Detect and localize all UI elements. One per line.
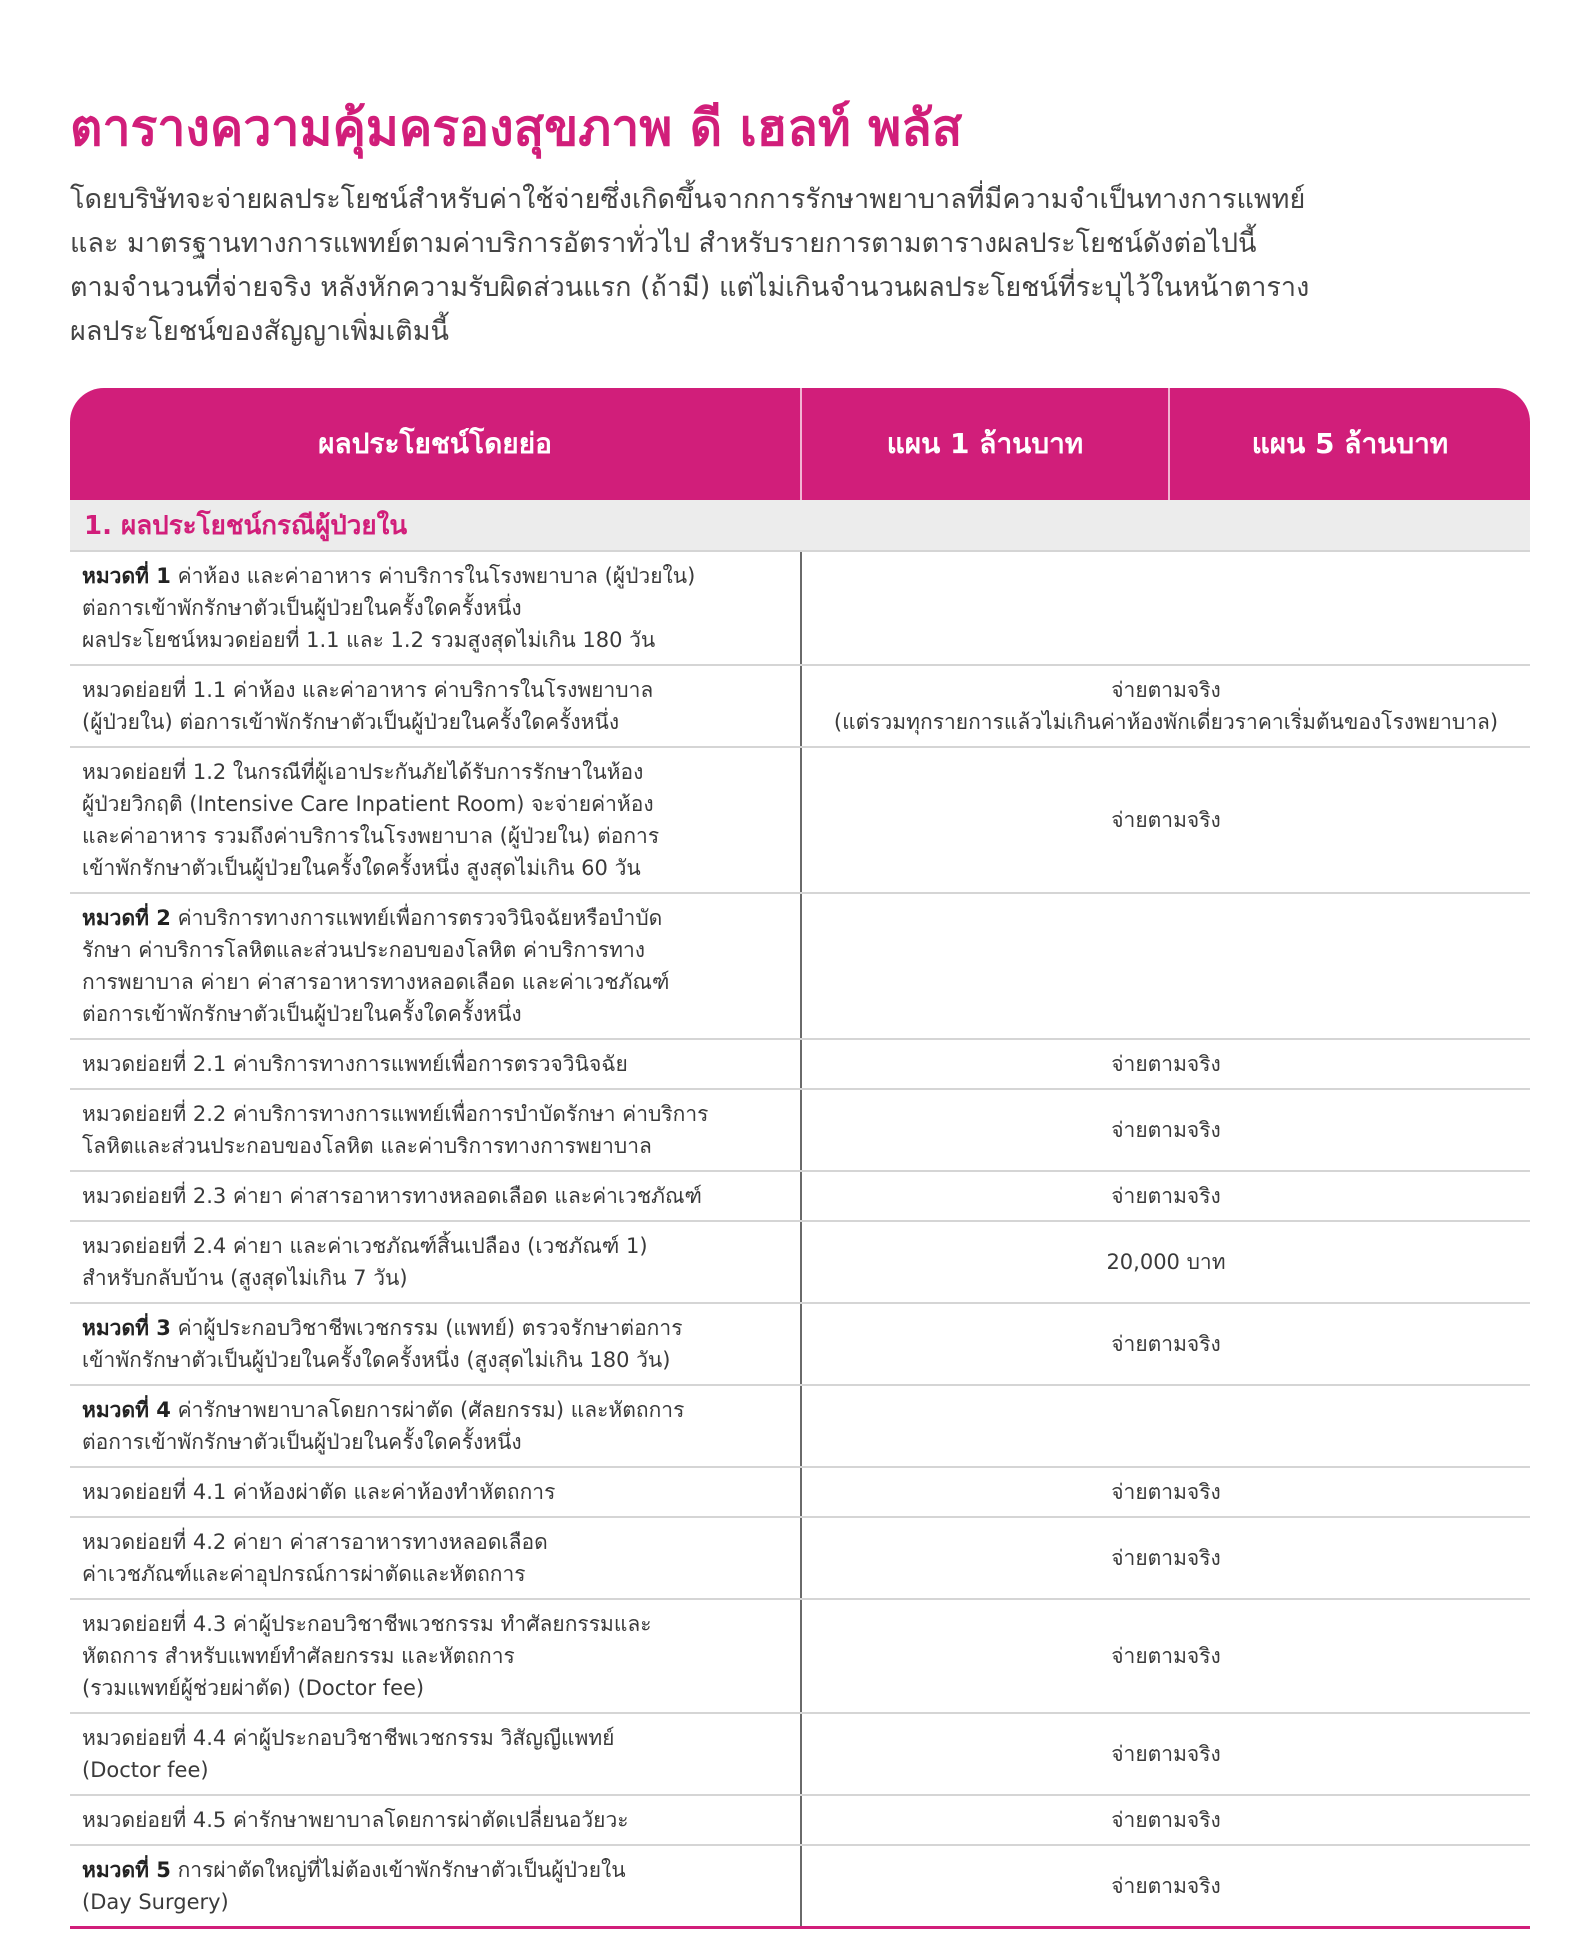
table-row	[70, 747, 1530, 893]
value-text: จ่ายตามจริง	[1111, 808, 1221, 832]
table-row	[70, 1171, 1530, 1221]
description-line: หมวดย่อยที่ 2.3 ค่ายา ค่าสารอาหารทางหลอดเลือด และค่าเวชภัณฑ์	[82, 1184, 702, 1208]
value-text: จ่ายตามจริง	[1111, 1874, 1221, 1898]
description-line: เข้าพักรักษาตัวเป็นผู้ป่วยในครั้งใดครั้งหนึ่ง สูงสุดไม่เกิน 60 วัน	[82, 856, 641, 880]
intro-line: และ มาตรฐานทางการแพทย์ตามค่าบริการอัตราทั่วไป สำหรับรายการตามตารางผลประโยชน์ดังต่อไปนี้	[70, 228, 1257, 259]
table-row	[70, 1845, 1530, 1928]
value-text: 20,000 บาท	[1106, 1250, 1226, 1274]
benefit-value	[801, 1039, 1530, 1089]
description-line: หมวดย่อยที่ 4.5 ค่ารักษาพยาบาลโดยการผ่าตัดเปลี่ยนอวัยวะ	[82, 1808, 629, 1832]
table-row	[70, 1517, 1530, 1599]
benefit-value	[801, 1467, 1530, 1517]
value-text: จ่ายตามจริง	[1111, 1644, 1221, 1668]
benefit-description	[70, 1303, 801, 1385]
table-row	[70, 1599, 1530, 1713]
description-line	[82, 1394, 788, 1426]
benefit-value	[801, 551, 1530, 665]
benefit-description	[70, 1039, 801, 1089]
description-line: ค่าเวชภัณฑ์และค่าอุปกรณ์การผ่าตัดและหัตถการ	[82, 1562, 526, 1586]
benefit-value	[801, 1303, 1530, 1385]
value-text: จ่ายตามจริง	[1111, 1742, 1221, 1766]
table-row	[70, 1221, 1530, 1303]
description-line: (รวมแพทย์ผู้ช่วยผ่าตัด) (Doctor fee)	[82, 1676, 425, 1700]
category-label: หมวดที่ 2	[82, 906, 171, 930]
benefit-value	[801, 1845, 1530, 1928]
section-header-row	[70, 500, 1530, 551]
header-plan-1m: แผน 1 ล้านบาท	[801, 388, 1169, 500]
header-plan-5m: แผน 5 ล้านบาท	[1169, 388, 1530, 500]
value-text: จ่ายตามจริง	[1111, 1546, 1221, 1570]
benefit-value	[801, 1221, 1530, 1303]
benefit-value	[801, 747, 1530, 893]
description-line	[82, 1854, 788, 1886]
description-text: ค่าบริการทางการแพทย์เพื่อการตรวจวินิจฉัยหรือบำบัด	[170, 906, 663, 930]
description-line: เข้าพักรักษาตัวเป็นผู้ป่วยในครั้งใดครั้งหนึ่ง (สูงสุดไม่เกิน 180 วัน)	[82, 1348, 671, 1372]
table-row	[70, 893, 1530, 1039]
value-text: จ่ายตามจริง	[1111, 1808, 1221, 1832]
table-row	[70, 1039, 1530, 1089]
table-row	[70, 551, 1530, 665]
table-row	[70, 1713, 1530, 1795]
description-line: ต่อการเข้าพักรักษาตัวเป็นผู้ป่วยในครั้งใดครั้งหนึ่ง	[82, 1430, 522, 1454]
table-row	[70, 1467, 1530, 1517]
table-row	[70, 665, 1530, 747]
benefit-value	[801, 1713, 1530, 1795]
benefit-description	[70, 893, 801, 1039]
benefit-value	[801, 893, 1530, 1039]
benefit-value	[801, 1599, 1530, 1713]
benefit-table	[70, 388, 1530, 1929]
benefit-description	[70, 1599, 801, 1713]
description-line: หมวดย่อยที่ 4.4 ค่าผู้ประกอบวิชาชีพเวชกรรม วิสัญญีแพทย์	[82, 1726, 615, 1750]
description-line: ต่อการเข้าพักรักษาตัวเป็นผู้ป่วยในครั้งใดครั้งหนึ่ง	[82, 596, 522, 620]
description-line: หมวดย่อยที่ 2.2 ค่าบริการทางการแพทย์เพื่อการบำบัดรักษา ค่าบริการ	[82, 1102, 709, 1126]
category-label: หมวดที่ 4	[82, 1398, 171, 1422]
description-line: รักษา ค่าบริการโลหิตและส่วนประกอบของโลหิต ค่าบริการทาง	[82, 938, 646, 962]
value-text: จ่ายตามจริง	[1111, 678, 1221, 702]
description-text: ค่ารักษาพยาบาลโดยการผ่าตัด (ศัลยกรรม) และหัตถการ	[170, 1398, 685, 1422]
description-line: ผลประโยชน์หมวดย่อยที่ 1.1 และ 1.2 รวมสูงสุดไม่เกิน 180 วัน	[82, 628, 656, 652]
benefit-description	[70, 665, 801, 747]
benefit-description	[70, 1171, 801, 1221]
description-line: หมวดย่อยที่ 1.2 ในกรณีที่ผู้เอาประกันภัยได้รับการรักษาในห้อง	[82, 760, 644, 784]
benefit-description	[70, 1385, 801, 1467]
table-row	[70, 1385, 1530, 1467]
description-line: โลหิตและส่วนประกอบของโลหิต และค่าบริการทางการพยาบาล	[82, 1134, 652, 1158]
description-line: หมวดย่อยที่ 1.1 ค่าห้อง และค่าอาหาร ค่าบริการในโรงพยาบาล	[82, 678, 654, 702]
benefit-value	[801, 1385, 1530, 1467]
description-line	[82, 902, 788, 934]
description-line: และค่าอาหาร รวมถึงค่าบริการในโรงพยาบาล (ผู้ป่วยใน) ต่อการ	[82, 824, 660, 848]
description-line: หมวดย่อยที่ 2.4 ค่ายา และค่าเวชภัณฑ์สิ้นเปลือง (เวชภัณฑ์ 1)	[82, 1234, 648, 1258]
description-text: ค่าผู้ประกอบวิชาชีพเวชกรรม (แพทย์) ตรวจรักษาต่อการ	[170, 1316, 683, 1340]
description-line: หมวดย่อยที่ 4.3 ค่าผู้ประกอบวิชาชีพเวชกรรม ทำศัลยกรรมและ	[82, 1612, 652, 1636]
category-label: หมวดที่ 3	[82, 1316, 171, 1340]
description-line: หัตถการ สำหรับแพทย์ทำศัลยกรรม และหัตถการ	[82, 1644, 515, 1668]
description-text: ค่าห้อง และค่าอาหาร ค่าบริการในโรงพยาบาล (ผู้ป่วยใน)	[170, 564, 696, 588]
benefit-description	[70, 1845, 801, 1928]
description-line: การพยาบาล ค่ายา ค่าสารอาหารทางหลอดเลือด และค่าเวชภัณฑ์	[82, 970, 670, 994]
section-title: 1. ผลประโยชน์กรณีผู้ป่วยใน	[70, 500, 1530, 551]
description-line	[82, 1312, 788, 1344]
description-line: ผู้ป่วยวิกฤติ (Intensive Care Inpatient Room) จะจ่ายค่าห้อง	[82, 792, 654, 816]
header-benefit: ผลประโยชน์โดยย่อ	[70, 388, 801, 500]
benefit-description	[70, 747, 801, 893]
description-text: การผ่าตัดใหญ่ที่ไม่ต้องเข้าพักรักษาตัวเป็นผู้ป่วยใน	[170, 1858, 626, 1882]
intro-paragraph	[70, 178, 1530, 354]
description-line	[82, 560, 788, 592]
description-line: (Doctor fee)	[82, 1758, 209, 1782]
value-text: จ่ายตามจริง	[1111, 1184, 1221, 1208]
description-line: หมวดย่อยที่ 4.1 ค่าห้องผ่าตัด และค่าห้องทำหัตถการ	[82, 1480, 556, 1504]
category-label: หมวดที่ 1	[82, 564, 171, 588]
description-line: (ผู้ป่วยใน) ต่อการเข้าพักรักษาตัวเป็นผู้ป่วยในครั้งใดครั้งหนึ่ง	[82, 710, 620, 734]
benefit-description	[70, 1795, 801, 1845]
table-row	[70, 1795, 1530, 1845]
value-text: จ่ายตามจริง	[1111, 1332, 1221, 1356]
benefit-description	[70, 1221, 801, 1303]
page-title: ตารางความคุ้มครองสุขภาพ ดี เฮลท์ พลัส	[70, 99, 963, 157]
description-line: (Day Surgery)	[82, 1890, 229, 1914]
table-header-row	[70, 388, 1530, 500]
benefit-value	[801, 1089, 1530, 1171]
benefit-value	[801, 665, 1530, 747]
table-row	[70, 1089, 1530, 1171]
benefit-value	[801, 1517, 1530, 1599]
benefit-value	[801, 1795, 1530, 1845]
value-text: จ่ายตามจริง	[1111, 1052, 1221, 1076]
benefit-value	[801, 1171, 1530, 1221]
category-label: หมวดที่ 5	[82, 1858, 171, 1882]
description-line: สำหรับกลับบ้าน (สูงสุดไม่เกิน 7 วัน)	[82, 1266, 408, 1290]
value-text: จ่ายตามจริง	[1111, 1118, 1221, 1142]
intro-line: โดยบริษัทจะจ่ายผลประโยชน์สำหรับค่าใช้จ่ายซึ่งเกิดขึ้นจากการรักษาพยาบาลที่มีความจำเป็นทางการแพทย์	[70, 184, 1306, 215]
intro-line: ตามจำนวนที่จ่ายจริง หลังหักความรับผิดส่วนแรก (ถ้ามี) แต่ไม่เกินจำนวนผลประโยชน์ที่ระบุไว้ในหน้าตาราง	[70, 272, 1310, 303]
benefit-description	[70, 1517, 801, 1599]
value-text: (แต่รวมทุกรายการแล้วไม่เกินค่าห้องพักเดี่ยวราคาเริ่มต้นของโรงพยาบาล)	[833, 710, 1499, 734]
benefit-description	[70, 1713, 801, 1795]
benefit-description	[70, 1089, 801, 1171]
description-line: ต่อการเข้าพักรักษาตัวเป็นผู้ป่วยในครั้งใดครั้งหนึ่ง	[82, 1002, 522, 1026]
table-row	[70, 1303, 1530, 1385]
description-line: หมวดย่อยที่ 4.2 ค่ายา ค่าสารอาหารทางหลอดเลือด	[82, 1530, 548, 1554]
benefit-description	[70, 1467, 801, 1517]
description-line: หมวดย่อยที่ 2.1 ค่าบริการทางการแพทย์เพื่อการตรวจวินิจฉัย	[82, 1052, 628, 1076]
intro-line: ผลประโยชน์ของสัญญาเพิ่มเติมนี้	[70, 316, 449, 347]
benefit-description	[70, 551, 801, 665]
value-text: จ่ายตามจริง	[1111, 1480, 1221, 1504]
